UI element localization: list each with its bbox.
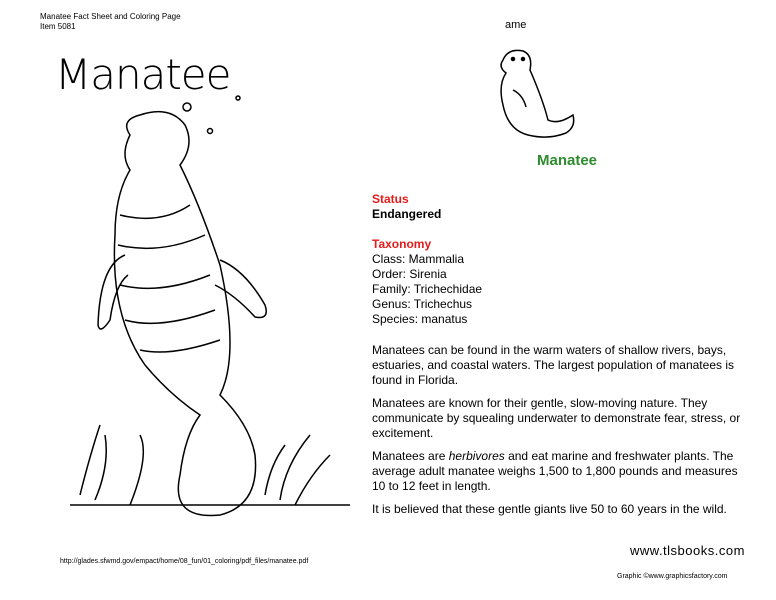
taxonomy-order: Order: Sirenia [372,267,447,281]
graphic-credit: Graphic ©www.graphicsfactory.com [617,573,728,580]
manatee-small-illustration [488,45,578,145]
status-value: Endangered [372,207,442,221]
paragraph-lifespan: It is believed that these gentle giants live 50 to 60 years in the wild. [372,502,727,516]
item-number: Item 5081 [40,22,76,31]
species-heading: Manatee [537,152,598,169]
herbivores-term: herbivores [448,449,505,463]
source-url[interactable]: http://glades.sfwmd.gov/empact/home/08_fun/01_coloring/pdf_files/manatee.pdf [60,558,309,565]
manatee-coloring-illustration [70,95,350,545]
doc-title: Manatee Fact Sheet and Coloring Page [40,12,181,21]
diet-text: Manatees are [372,449,449,463]
paragraph-habitat: Manatees can be found in the warm waters of shallow rivers, bays, estuaries, and coastal waters. The largest population of manatees is found in Florida. [372,343,734,387]
status-label: Status [372,192,409,206]
taxonomy-label: Taxonomy [372,237,432,251]
taxonomy-class: Class: Mammalia [372,252,465,266]
paragraph-diet [372,449,742,494]
name-label: ame [505,19,527,31]
paragraph-behavior: Manatees are known for their gentle, slow-moving nature. They communicate by squealing underwater to demonstrate fear, stress, or excitement. [372,396,741,440]
diet-text-rest: and eat marine and freshwater plants. The average adult manatee weighs 1,500 to 1,800 pounds and measures 10 to 12 feet in length. [372,449,738,493]
header [40,12,181,32]
site-link[interactable]: www.tlsbooks.com [630,543,745,558]
page-title: Manatee [55,50,231,99]
taxonomy-species: Species: manatus [372,312,468,326]
fact-column [372,192,742,525]
taxonomy-family: Family: Trichechidae [372,282,483,296]
taxonomy-genus: Genus: Trichechus [372,297,473,311]
